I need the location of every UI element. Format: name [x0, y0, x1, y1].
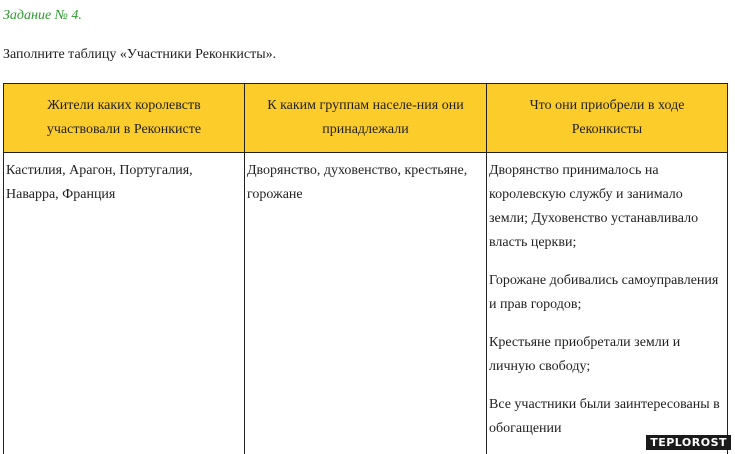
header-gains: Что они приобрели в ходе Реконкисты — [486, 84, 727, 153]
gains-paragraph: Все участники были заинтересованы в обогащении — [488, 397, 720, 436]
header-groups: К каким группам населе-ния они принадлежали — [244, 84, 486, 153]
cell-kingdoms: Кастилия, Арагон, Португалия, Наварра, Франция — [4, 153, 245, 454]
table-row — [4, 153, 728, 454]
instruction-text: Заполните таблицу «Участники Реконкисты». — [3, 47, 277, 62]
gains-paragraph: Горожане добивались самоуправления и прав городов; — [488, 273, 719, 312]
cell-gains — [486, 153, 727, 454]
watermark-logo: TEPLOROST — [646, 435, 731, 450]
participants-table — [3, 83, 728, 454]
header-kingdoms: Жители каких королевств участвовали в Реконкисте — [4, 84, 245, 153]
gains-paragraph: Дворянство принималось на королевскую службу и занимало земли; Духовенство устанавливало власть церкви; — [488, 163, 699, 250]
task-title: Задание № 4. — [3, 8, 82, 23]
gains-paragraph: Крестьяне приобретали земли и личную свободу; — [488, 335, 681, 374]
cell-groups: Дворянство, духовенство, крестьяне, горожане — [244, 153, 486, 454]
table-header-row — [4, 84, 728, 153]
